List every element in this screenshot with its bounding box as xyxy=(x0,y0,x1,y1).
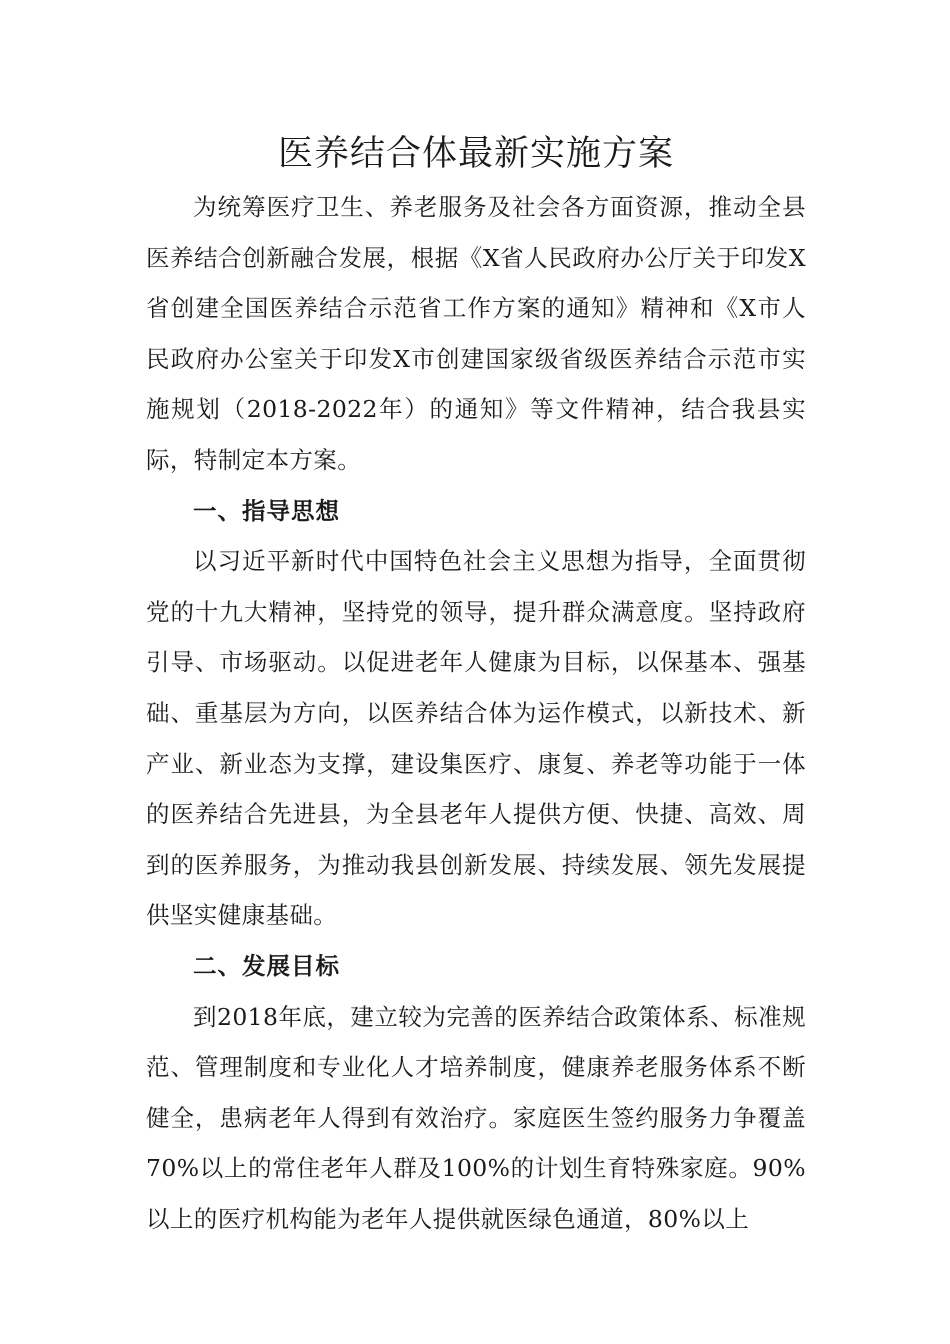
document-title: 医养结合体最新实施方案 xyxy=(277,134,674,174)
section-body-development-goals: 到2018年底，建立较为完善的医养结合政策体系、标准规范、管理制度和专业化人才培养制度，健康养老服务体系不断健全，患病老年人得到有效治疗。家庭医生签约服务力争覆盖70%以上的常住老年人群及100%的计划生育特殊家庭。90%以上的医疗机构能为老年人提供就医绿色通道，80%以上 xyxy=(146,1002,806,1233)
intro-paragraph: 为统筹医疗卫生、养老服务及社会各方面资源，推动全县医养结合创新融合发展，根据《X省人民政府办公厅关于印发X省创建全国医养结合示范省工作方案的通知》精神和《X市人民政府办公室关于印发X市创建国家级省级医养结合示范市实施规划（2018-2022年）的通知》等文件精神，结合我县实际，特制定本方案。 xyxy=(146,193,806,474)
document-content xyxy=(146,126,806,1244)
section-heading-development-goals: 二、发展目标 xyxy=(193,951,340,980)
section-body-guiding-ideology: 以习近平新时代中国特色社会主义思想为指导，全面贯彻党的十九大精神，坚持党的领导，提升群众满意度。坚持政府引导、市场驱动。以促进老年人健康为目标，以保基本、强基础、重基层为方向，以医养结合体为运作模式，以新技术、新产业、新业态为支撑，建设集医疗、康复、养老等功能于一体的医养结合先进县，为全县老年人提供方便、快捷、高效、周到的医养服务，为推动我县创新发展、持续发展、领先发展提供坚实健康基础。 xyxy=(146,547,806,930)
section-heading-guiding-ideology: 一、指导思想 xyxy=(193,496,340,525)
